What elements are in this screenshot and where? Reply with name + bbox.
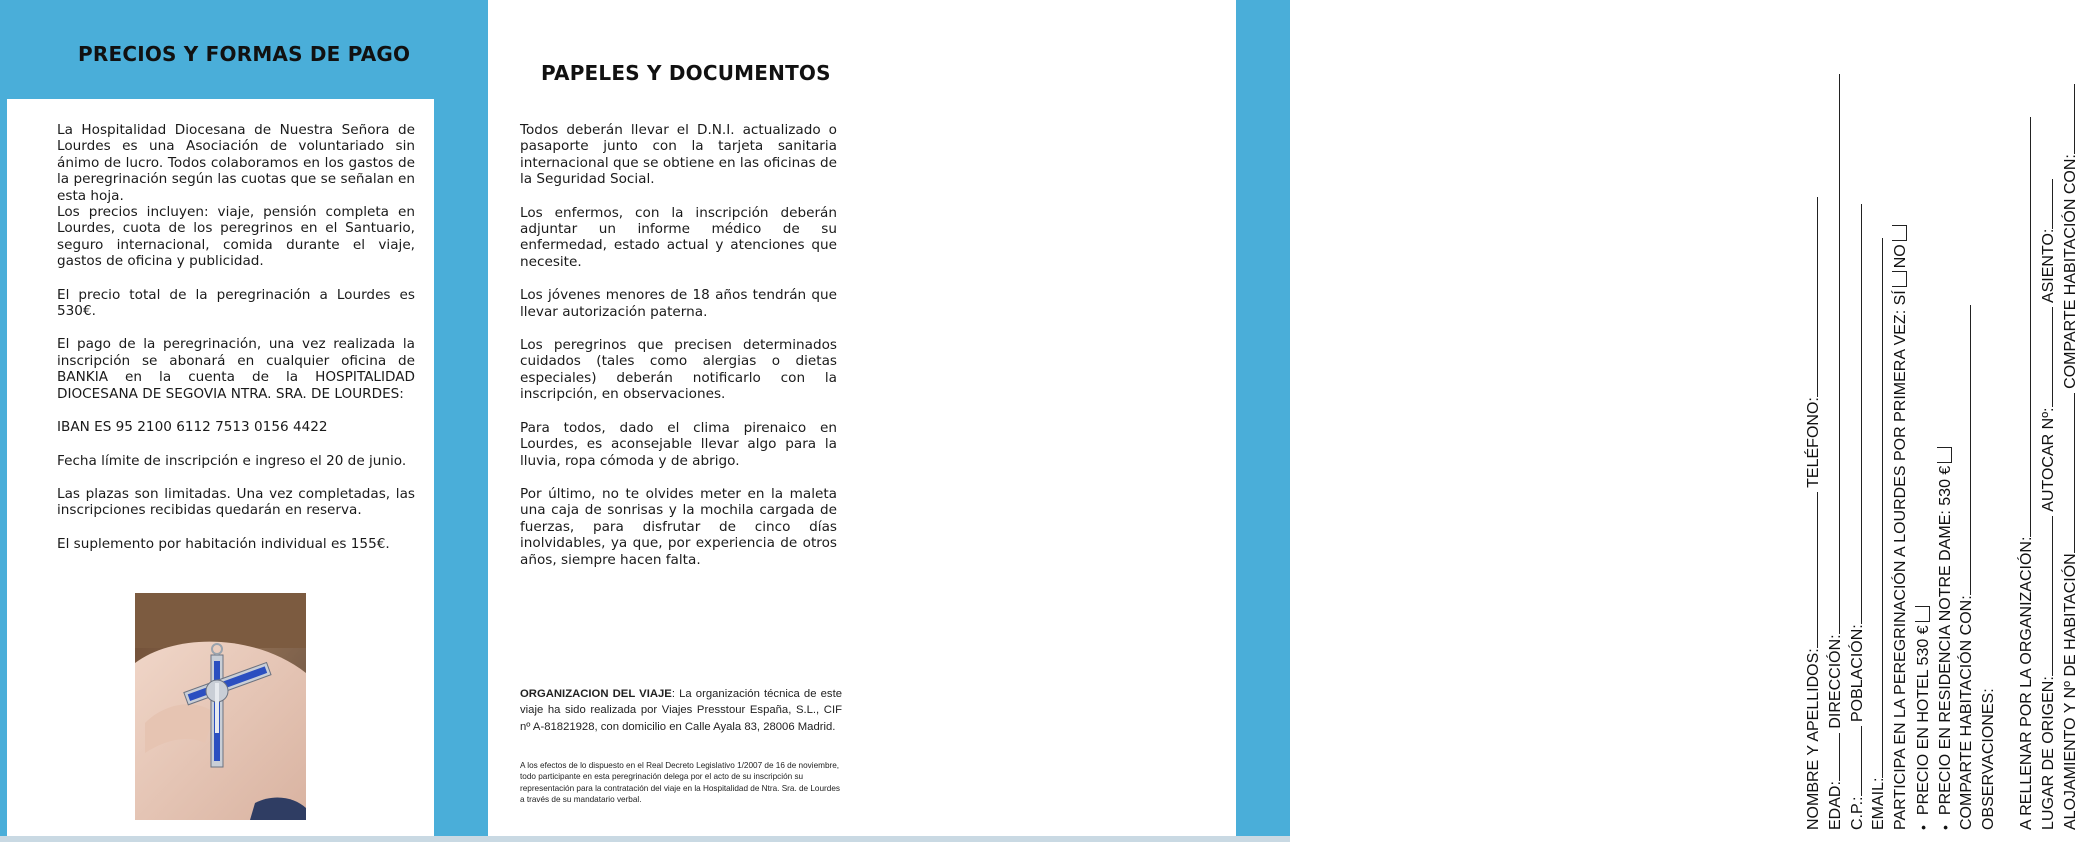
alojamiento-label: ALOJAMIENTO Y Nº DE HABITACIÓN xyxy=(2062,553,2079,830)
edad-label: EDAD: xyxy=(1827,781,1844,830)
telefono-field[interactable] xyxy=(1803,197,1818,397)
telefono-label: TELÉFONO: xyxy=(1805,397,1822,488)
iban: IBAN ES 95 2100 6112 7513 0156 4422 xyxy=(57,419,328,436)
hotel-checkbox[interactable] xyxy=(1915,606,1930,622)
form-line-rellenar xyxy=(2015,117,2039,830)
bullet: • xyxy=(1915,825,1931,830)
organization-title: ORGANIZACION DEL VIAJE xyxy=(520,688,672,700)
rellenar-label: A RELLENAR POR LA ORGANIZACIÓN: xyxy=(2018,536,2035,830)
paragraph: El suplemento por habitación individual es 155€. xyxy=(57,535,390,552)
paragraph: Los peregrinos que precisen determinados cuidados (tales como alergias o dietas especiales) deberán notificarlo con la inscripción, en observaciones. xyxy=(520,337,837,403)
form-line-alojamiento xyxy=(2059,84,2083,830)
bullet: • xyxy=(1937,825,1953,830)
registration-form xyxy=(896,0,2079,842)
cp-field[interactable] xyxy=(1847,727,1862,797)
alojamiento-field[interactable] xyxy=(2060,393,2075,553)
left-heading: PRECIOS Y FORMAS DE PAGO xyxy=(78,42,411,66)
comparte-field[interactable] xyxy=(1956,305,1971,595)
autocar-label: AUTOCAR Nº: xyxy=(2040,407,2057,512)
email-field[interactable] xyxy=(1868,238,1883,778)
paragraph: Todos deberán llevar el D.N.I. actualizado o pasaporte junto con la tarjeta sanitaria internacional que se obtiene en las oficinas de la Seguridad Social. xyxy=(520,122,837,188)
legal-note: A los efectos de lo dispuesto en el Real Decreto Legislativo 1/2007 de 16 de noviembre, todo participante en esta peregrinación delega por el acto de su inscripción su representación para la contratación del viaje en la Hospitalidad de Ntra. Sra. de Lourdes a través de su mandatario verbal. xyxy=(520,761,840,805)
asiento-label: ASIENTO: xyxy=(2040,228,2057,304)
left-side-band xyxy=(0,99,7,842)
lugar-label: LUGAR DE ORIGEN: xyxy=(2040,676,2057,830)
form-line-edad xyxy=(1824,74,1848,830)
comparte-label: COMPARTE HABITACIÓN CON: xyxy=(1958,595,1975,830)
paragraph: Los enfermos, con la inscripción deberán adjuntar un informe médico de su enfermedad, estado actual y atenciones que necesite. xyxy=(520,204,837,270)
comparte2-field[interactable] xyxy=(2060,84,2075,154)
nombre-field[interactable] xyxy=(1803,492,1818,648)
nombre-label: NOMBRE Y APELLIDOS: xyxy=(1805,648,1822,830)
paragraph: El precio total de la peregrinación a Lourdes es 530€. xyxy=(57,286,415,320)
crucifix-photo xyxy=(135,593,306,820)
form-line-observaciones xyxy=(1977,688,2001,830)
paragraph: El pago de la peregrinación, una vez realizada la inscripción se abonará en cualquier oficina de BANKIA en la cuenta de la HOSPITALIDAD DIOCESANA DE SEGOVIA NTRA. SRA. DE LOURDES: xyxy=(57,336,415,402)
no-checkbox[interactable] xyxy=(1892,225,1907,241)
middle-heading: PAPELES Y DOCUMENTOS xyxy=(541,61,831,85)
form-line-hotel xyxy=(1911,603,1935,830)
autocar-field[interactable] xyxy=(2038,308,2053,408)
rellenar-field[interactable] xyxy=(2016,117,2031,537)
cp-label: C.P.: xyxy=(1849,796,1866,830)
poblacion-field[interactable] xyxy=(1847,204,1862,624)
si-checkbox[interactable] xyxy=(1892,271,1907,287)
poblacion-label: POBLACIÓN: xyxy=(1849,624,1866,723)
paragraph: Por último, no te olvides meter en la maleta una caja de sonrisas y la mochila cargada de fuerzas, para disfrutar de cinco días inolvidables, ya que, por experiencia de otros años, siempre hacen falta. xyxy=(520,485,837,568)
paragraph: Fecha límite de inscripción e ingreso el 20 de junio. xyxy=(57,452,407,469)
asiento-field[interactable] xyxy=(2038,179,2053,229)
left-column-text xyxy=(57,122,415,552)
residencia-label: PRECIO EN RESIDENCIA NOTRE DAME: 530 € xyxy=(1937,465,1954,816)
direccion-label: DIRECCIÓN: xyxy=(1827,634,1844,729)
form-line-email xyxy=(1867,238,1891,830)
form-line-participa xyxy=(1889,222,1913,830)
edad-field[interactable] xyxy=(1825,733,1840,781)
no-label: NO xyxy=(1892,244,1909,269)
form-line-lugar xyxy=(2037,179,2061,830)
middle-column-text xyxy=(520,122,837,568)
right-edge-band xyxy=(1236,0,1290,842)
organization-text: : La organización técnica de este viaje ha sido realizada por Viajes Presstour España, S.L., CIF nº A-81821928, con domicilio en Calle Ayala 83, 28006 Madrid. xyxy=(520,688,842,733)
crucifix-photo-drawing xyxy=(135,593,306,820)
direccion-field[interactable] xyxy=(1825,74,1840,634)
lugar-field[interactable] xyxy=(2038,516,2053,676)
hotel-label: PRECIO EN HOTEL 530 € xyxy=(1915,625,1932,816)
paragraph: Para todos, dado el clima pirenaico en Lourdes, es aconsejable llevar algo para la lluvia, ropa cómoda y de abrigo. xyxy=(520,419,837,469)
participa-label: PARTICIPA EN LA PEREGRINACIÓN A LOURDES POR PRIMERA VEZ: SÍ xyxy=(1892,290,1909,830)
paragraph: La Hospitalidad Diocesana de Nuestra Señora de Lourdes es una Asociación de voluntariado sin ánimo de lucro. Todos colaboramos en los gastos de la peregrinación según las cuotas que se señalan en esta hoja. xyxy=(57,122,415,204)
form-line-nombre xyxy=(1802,197,1826,830)
paragraph: Los precios incluyen: viaje, pensión completa en Lourdes, cuota de los peregrinos en el Santuario, seguro internacional, comida durante el viaje, gastos de oficina y publicidad. xyxy=(57,204,415,270)
organization-note xyxy=(520,686,842,735)
form-line-comparte xyxy=(1955,305,1979,830)
paragraph: Los jóvenes menores de 18 años tendrán que llevar autorización paterna. xyxy=(520,287,837,320)
left-bottom-band xyxy=(434,99,488,842)
paragraph: Las plazas son limitadas. Una vez completadas, las inscripciones recibidas quedarán en reserva. xyxy=(57,485,415,519)
email-label: EMAIL: xyxy=(1870,777,1887,830)
form-line-residencia xyxy=(1933,444,1957,830)
observaciones-label: OBSERVACIONES: xyxy=(1980,688,1997,830)
comparte2-label: COMPARTE HABITACIÓN CON: xyxy=(2062,154,2079,389)
residencia-checkbox[interactable] xyxy=(1937,447,1952,463)
panel-gap xyxy=(488,0,490,842)
